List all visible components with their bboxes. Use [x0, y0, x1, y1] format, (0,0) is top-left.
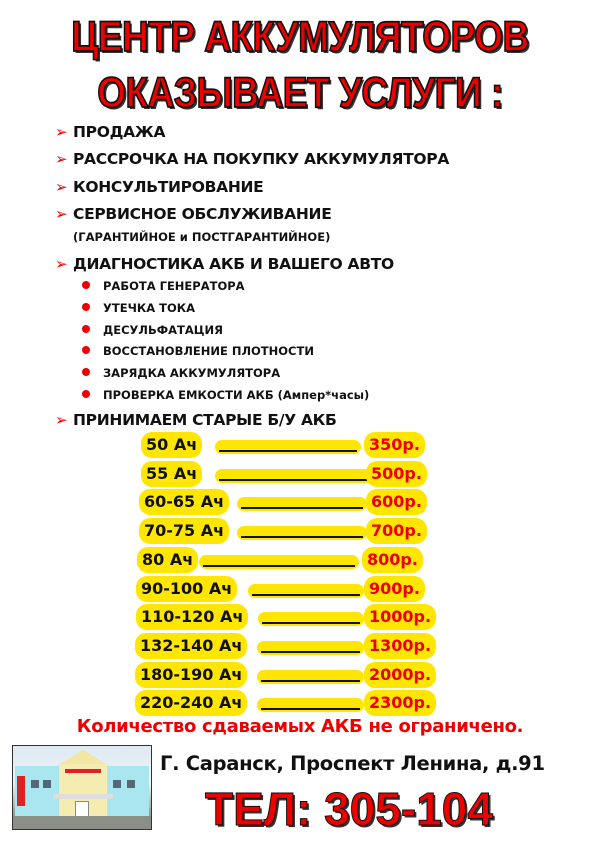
price-value: 900р.	[364, 576, 425, 602]
bullet-icon	[82, 346, 90, 354]
service-item	[55, 205, 332, 223]
leader-line	[237, 497, 367, 511]
capacity-label: 60-65 Ач	[139, 489, 229, 515]
diagnostic-item	[82, 366, 280, 380]
diagnostic-label: ПРОВЕРКА ЕМКОСТИ АКБ (Ампер*часы)	[103, 388, 370, 402]
leader-line	[257, 670, 364, 684]
arrow-icon: ➢	[55, 178, 68, 196]
leader-line	[258, 612, 364, 626]
arrow-icon: ➢	[55, 255, 68, 273]
diagnostic-label: ВОССТАНОВЛЕНИЕ ПЛОТНОСТИ	[103, 344, 314, 359]
leader-line	[215, 469, 374, 483]
price-row	[0, 690, 600, 716]
price-value: 2000р.	[364, 662, 436, 688]
leader-line	[248, 584, 364, 598]
diagnostic-item	[82, 279, 245, 293]
price-value: 350р.	[364, 432, 425, 458]
leader-line	[237, 526, 367, 540]
leader-line	[215, 440, 361, 454]
service-label: СЕРВИСНОЕ ОБСЛУЖИВАНИЕ	[73, 205, 332, 223]
capacity-label: 180-190 Ач	[135, 662, 247, 688]
price-row	[0, 604, 600, 630]
price-value: 700р.	[366, 518, 427, 544]
diagnostic-item	[82, 301, 195, 315]
leader-line	[199, 555, 359, 569]
service-label: РАССРОЧКА НА ПОКУПКУ АККУМУЛЯТОРА	[73, 150, 450, 168]
bullet-icon	[82, 368, 90, 376]
price-row	[0, 662, 600, 688]
price-value: 1300р.	[364, 633, 436, 659]
phone-number: ТЕЛ: 305-104	[205, 783, 493, 835]
arrow-icon: ➢	[55, 411, 68, 429]
price-row	[0, 489, 600, 515]
diagnostic-label: УТЕЧКА ТОКА	[103, 300, 196, 315]
price-row	[0, 547, 600, 573]
arrow-icon: ➢	[55, 123, 68, 141]
capacity-label: 55 Ач	[141, 461, 202, 487]
bullet-icon	[82, 325, 90, 333]
service-item	[55, 178, 263, 196]
price-row	[0, 461, 600, 487]
price-value: 800р.	[362, 547, 423, 573]
leader-line	[257, 698, 364, 712]
address: Г. Саранск, Проспект Ленина, д.91	[160, 752, 545, 775]
price-value: 600р.	[366, 489, 427, 515]
arrow-icon: ➢	[55, 205, 68, 223]
buyback-note: Количество сдаваемых АКБ не ограничено.	[76, 716, 524, 737]
building-photo	[12, 745, 152, 830]
bullet-icon	[82, 303, 90, 311]
capacity-label: 132-140 Ач	[135, 633, 247, 659]
service-item	[55, 255, 394, 273]
buyback-heading	[55, 411, 337, 429]
arrow-icon: ➢	[55, 150, 68, 168]
buyback-label: ПРИНИМАЕМ СТАРЫЕ Б/У АКБ	[73, 411, 337, 429]
price-row	[0, 518, 600, 544]
price-row	[0, 576, 600, 602]
capacity-label: 110-120 Ач	[136, 604, 248, 630]
service-label: ДИАГНОСТИКА АКБ И ВАШЕГО АВТО	[73, 255, 394, 273]
leader-line	[257, 641, 364, 655]
capacity-label: 80 Ач	[137, 547, 198, 573]
capacity-label: 90-100 Ач	[136, 576, 237, 602]
capacity-label: 70-75 Ач	[139, 518, 229, 544]
diagnostic-item	[82, 388, 369, 402]
diagnostic-label: ДЕСУЛЬФАТАЦИЯ	[103, 322, 223, 337]
service-label: ПРОДАЖА	[73, 123, 166, 141]
service-note: (ГАРАНТИЙНОЕ и ПОСТГАРАНТИЙНОЕ)	[73, 230, 331, 244]
diagnostic-label: РАБОТА ГЕНЕРАТОРА	[103, 279, 245, 293]
diagnostic-label: ЗАРЯДКА АККУМУЛЯТОРА	[103, 366, 281, 381]
price-row	[0, 432, 600, 458]
capacity-label: 220-240 Ач	[135, 690, 247, 716]
title-line-2: ОКАЗЫВАЕТ УСЛУГИ :	[97, 68, 503, 116]
price-value: 2300р.	[364, 690, 436, 716]
diagnostic-item	[82, 344, 314, 358]
price-value: 1000р.	[364, 604, 436, 630]
service-label: КОНСУЛЬТИРОВАНИЕ	[73, 178, 264, 196]
diagnostic-item	[82, 323, 223, 337]
bullet-icon	[82, 390, 90, 398]
price-value: 500р.	[366, 461, 427, 487]
title-line-1: ЦЕНТР АККУМУЛЯТОРОВ	[71, 12, 529, 61]
bullet-icon	[82, 281, 90, 289]
price-row	[0, 633, 600, 659]
service-item	[55, 150, 449, 168]
capacity-label: 50 Ач	[141, 432, 202, 458]
service-item	[55, 123, 165, 141]
